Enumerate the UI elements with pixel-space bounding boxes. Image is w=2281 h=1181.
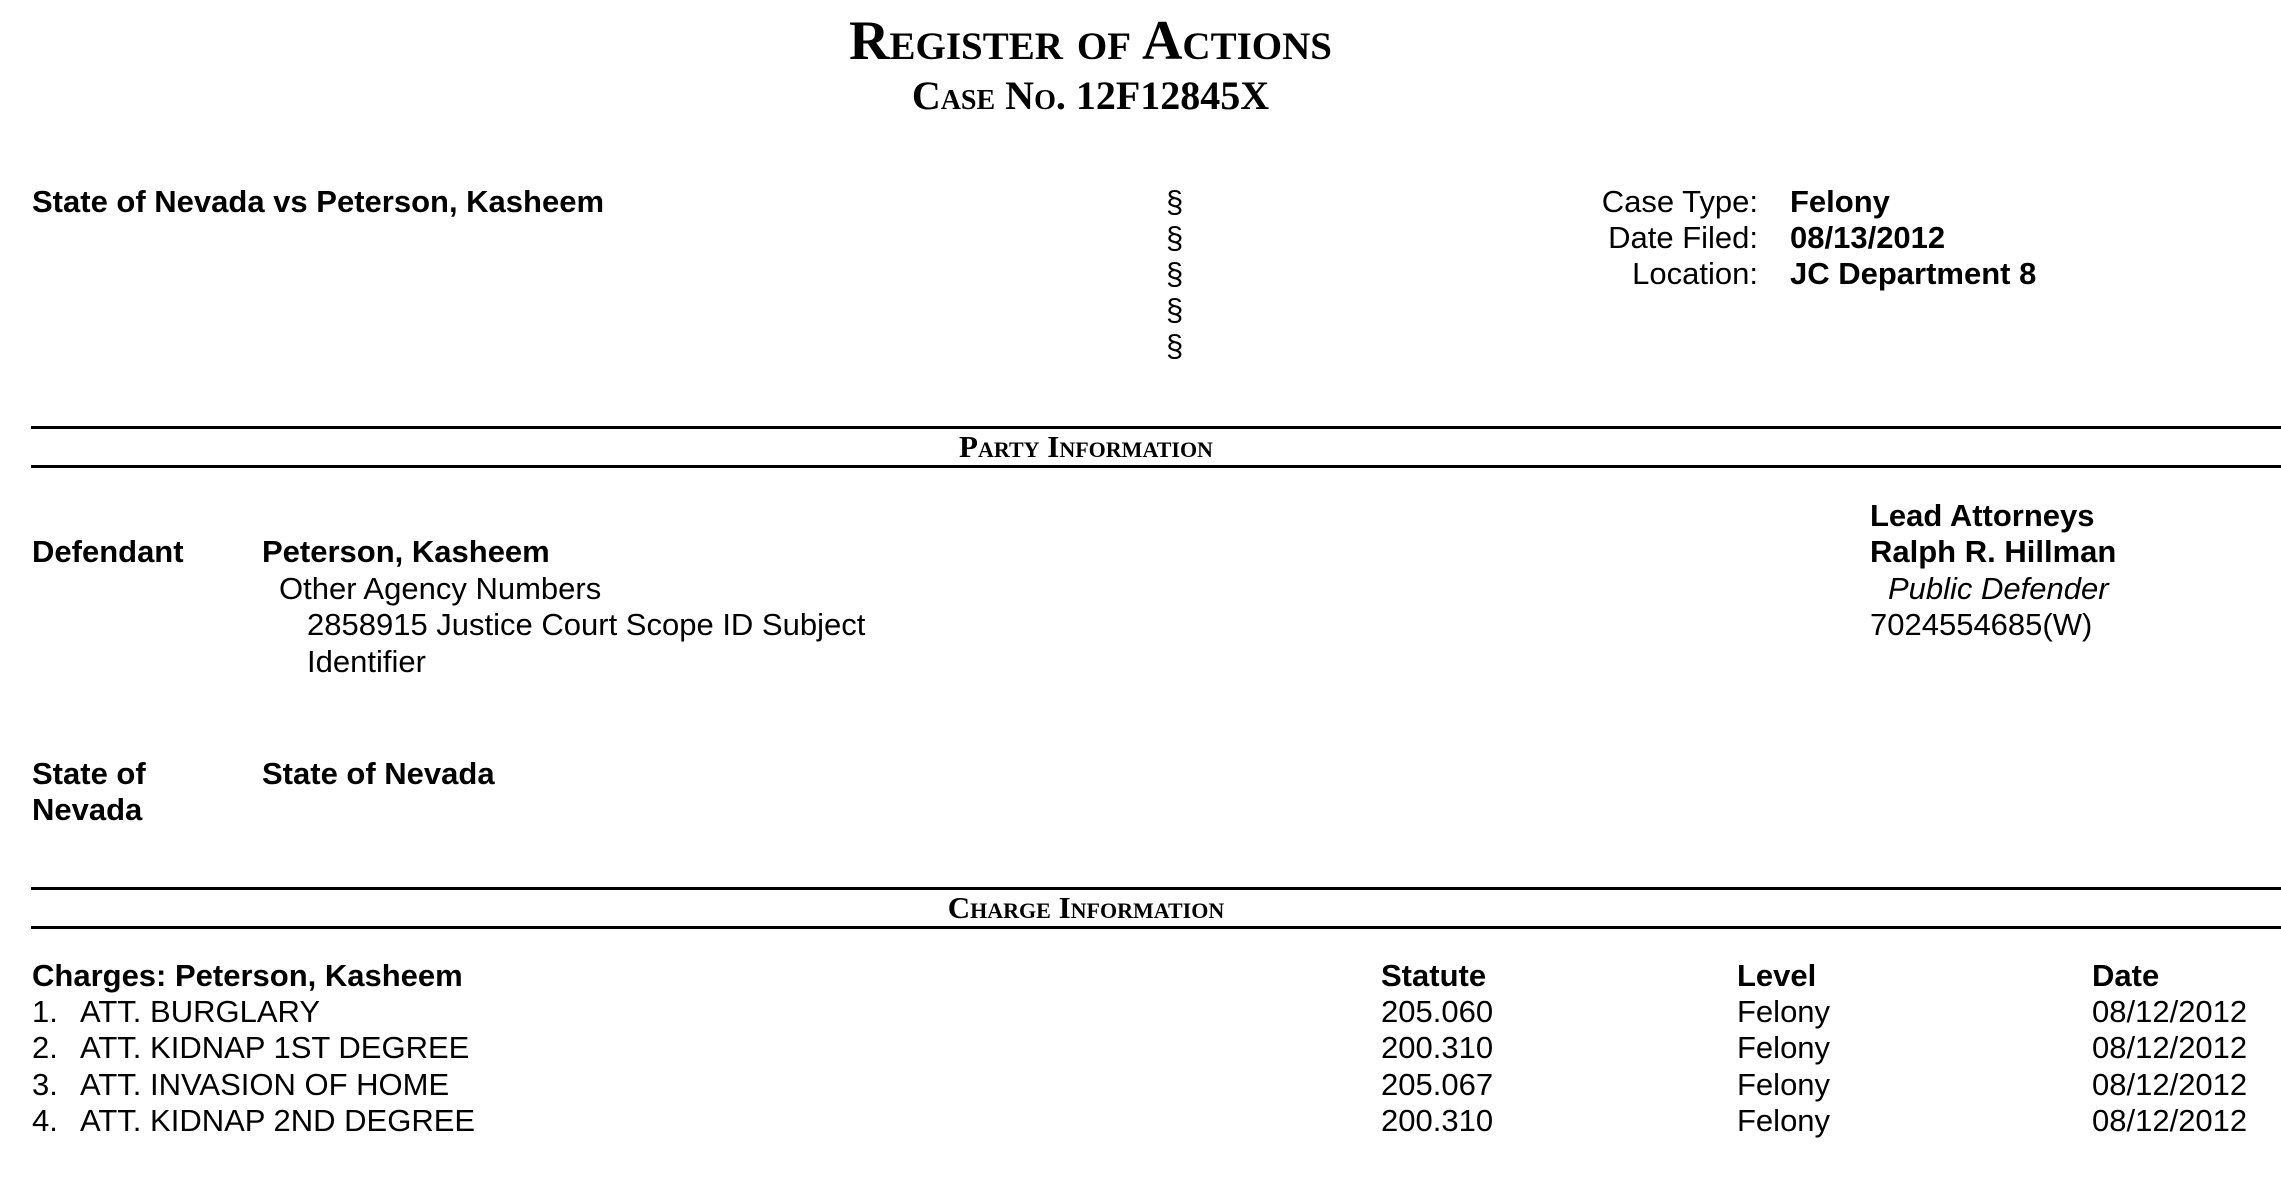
attorney-name: Ralph R. Hillman — [1870, 534, 2117, 569]
section-mark: § — [1166, 256, 1184, 291]
charge-date: 08/12/2012 — [2092, 1030, 2248, 1065]
charge-statute: 200.310 — [1381, 1103, 1494, 1138]
party-information-title: Party Information — [959, 429, 1213, 464]
party-information-header — [31, 426, 2281, 468]
level-header: Level — [1737, 958, 1817, 993]
attorney-title: Public Defender — [1888, 571, 2109, 606]
case-type-value: Felony — [1790, 184, 1890, 219]
charge-description: ATT. KIDNAP 2ND DEGREE — [80, 1103, 476, 1138]
charge-date: 08/12/2012 — [2092, 1103, 2248, 1138]
section-marks — [1166, 184, 1183, 364]
case-number: Case No. 12F12845X — [911, 73, 1270, 118]
lead-attorneys-heading: Lead Attorneys — [1870, 498, 2095, 533]
case-type-label: Case Type: — [1601, 184, 1758, 219]
charge-number: 2. — [32, 1030, 58, 1065]
party-role-defendant: Defendant — [32, 534, 184, 569]
location-label: Location: — [1632, 256, 1758, 291]
defendant-name: Peterson, Kasheem — [262, 534, 550, 569]
charge-statute: 200.310 — [1381, 1030, 1494, 1065]
charge-number: 1. — [32, 994, 58, 1029]
charge-level: Felony — [1737, 1030, 1831, 1065]
date-filed-label: Date Filed: — [1608, 220, 1758, 255]
agency-number-cont: Identifier — [307, 644, 426, 679]
charge-description: ATT. BURGLARY — [80, 994, 321, 1029]
section-mark: § — [1166, 328, 1184, 363]
agency-number: 2858915 Justice Court Scope ID Subject — [307, 607, 866, 642]
party-role-plaintiff-line1: State of — [32, 756, 146, 791]
charge-description: ATT. KIDNAP 1ST DEGREE — [80, 1030, 470, 1065]
date-filed-value: 08/13/2012 — [1790, 220, 1946, 255]
charge-description: ATT. INVASION OF HOME — [80, 1067, 450, 1102]
charge-number: 3. — [32, 1067, 58, 1102]
charge-information-header — [31, 887, 2281, 929]
charge-level: Felony — [1737, 994, 1831, 1029]
section-mark: § — [1166, 292, 1184, 327]
case-style: State of Nevada vs Peterson, Kasheem — [32, 184, 605, 219]
location-value: JC Department 8 — [1790, 256, 2037, 291]
charge-statute: 205.067 — [1381, 1067, 1494, 1102]
date-header: Date — [2092, 958, 2160, 993]
charge-information-title: Charge Information — [947, 890, 1225, 925]
charge-level: Felony — [1737, 1067, 1831, 1102]
charge-statute: 205.060 — [1381, 994, 1494, 1029]
section-mark: § — [1166, 184, 1184, 219]
statute-header: Statute — [1381, 958, 1487, 993]
charge-level: Felony — [1737, 1103, 1831, 1138]
charge-date: 08/12/2012 — [2092, 994, 2248, 1029]
charge-number: 4. — [32, 1103, 58, 1138]
party-role-plaintiff-line2: Nevada — [32, 792, 143, 827]
page-title: Register of Actions — [849, 10, 1332, 72]
section-mark: § — [1166, 220, 1184, 255]
attorney-phone: 7024554685(W) — [1870, 607, 2093, 642]
other-agency-numbers-label: Other Agency Numbers — [279, 571, 602, 606]
plaintiff-name: State of Nevada — [262, 756, 495, 791]
charges-header: Charges: Peterson, Kasheem — [32, 958, 463, 993]
charge-date: 08/12/2012 — [2092, 1067, 2248, 1102]
